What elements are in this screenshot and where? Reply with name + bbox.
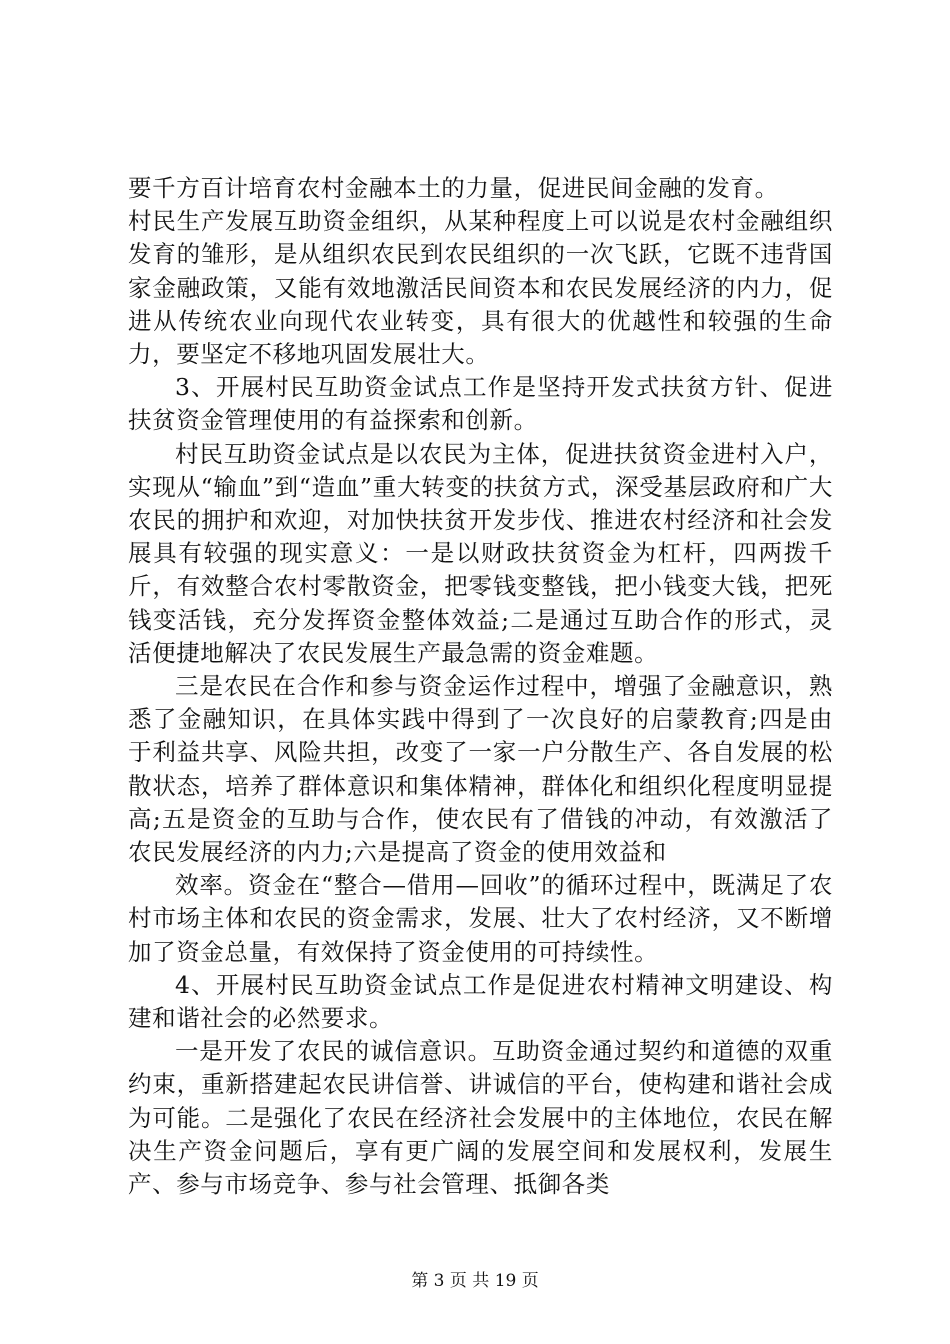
paragraph-4: 村民互助资金试点是以农民为主体，促进扶贫资金进村入户，实现从“输血”到“造血”重大转变的扶贫方式，深受基层政府和广大农民的拥护和欢迎，对加快扶贫开发步伐、推进农村经济和社会发展具有较强的现实意义：一是以财政扶贫资金为杠杆，四两拨千斤，有效整合农村零散资金，把零钱变整钱，把小钱变大钱，把死钱变活钱，充分发挥资金整体效益;二是通过互助合作的形式，灵活便捷地解决了农民发展生产最急需的资金难题。 (128, 439, 833, 667)
paragraph-8: 一是开发了农民的诚信意识。互助资金通过契约和道德的双重约束，重新搭建起农民讲信誉、讲诚信的平台，使构建和谐社会成为可能。二是强化了农民在经济社会发展中的主体地位，农民在解决生产资金问题后，享有更广阔的发展空间和发展权利，发展生产、参与市场竞争、参与社会管理、抵御各类 (128, 1037, 833, 1199)
paragraph-3-heading: 3、开展村民互助资金试点工作是坚持开发式扶贫方针、促进扶贫资金管理使用的有益探索和创新。 (128, 373, 833, 435)
paragraph-2: 村民生产发展互助资金组织，从某种程度上可以说是农村金融组织发育的雏形，是从组织农民到农民组织的一次飞跃，它既不违背国家金融政策，又能有效地激活民间资本和农民发展经济的内力，促进从传统农业向现代农业转变，具有很大的优越性和较强的生命力，要坚定不移地巩固发展壮大。 (128, 207, 833, 369)
paragraph-6: 效率。资金在“整合—借用—回收”的循环过程中，既满足了农村市场主体和农民的资金需求，发展、壮大了农村经济，又不断增加了资金总量，有效保持了资金使用的可持续性。 (128, 871, 833, 966)
page-footer (0, 1270, 950, 1292)
document-body (128, 172, 833, 1201)
paragraph-5: 三是农民在合作和参与资金运作过程中，增强了金融意识，熟悉了金融知识，在具体实践中得到了一次良好的启蒙教育;四是由于利益共享、风险共担，改变了一家一户分散生产、各自发展的松散状态，培养了群体意识和集体精神，群体化和组织化程度明显提高;五是资金的互助与合作，使农民有了借钱的冲动，有效激活了农民发展经济的内力;六是提高了资金的使用效益和 (128, 672, 833, 867)
paragraph-7-heading: 4、开展村民互助资金试点工作是促进农村精神文明建设、构建和谐社会的必然要求。 (128, 970, 833, 1033)
paragraph-1: 要千方百计培育农村金融本土的力量，促进民间金融的发育。 (128, 174, 779, 202)
page-number: 第 3 页 共 19 页 (411, 1271, 539, 1291)
